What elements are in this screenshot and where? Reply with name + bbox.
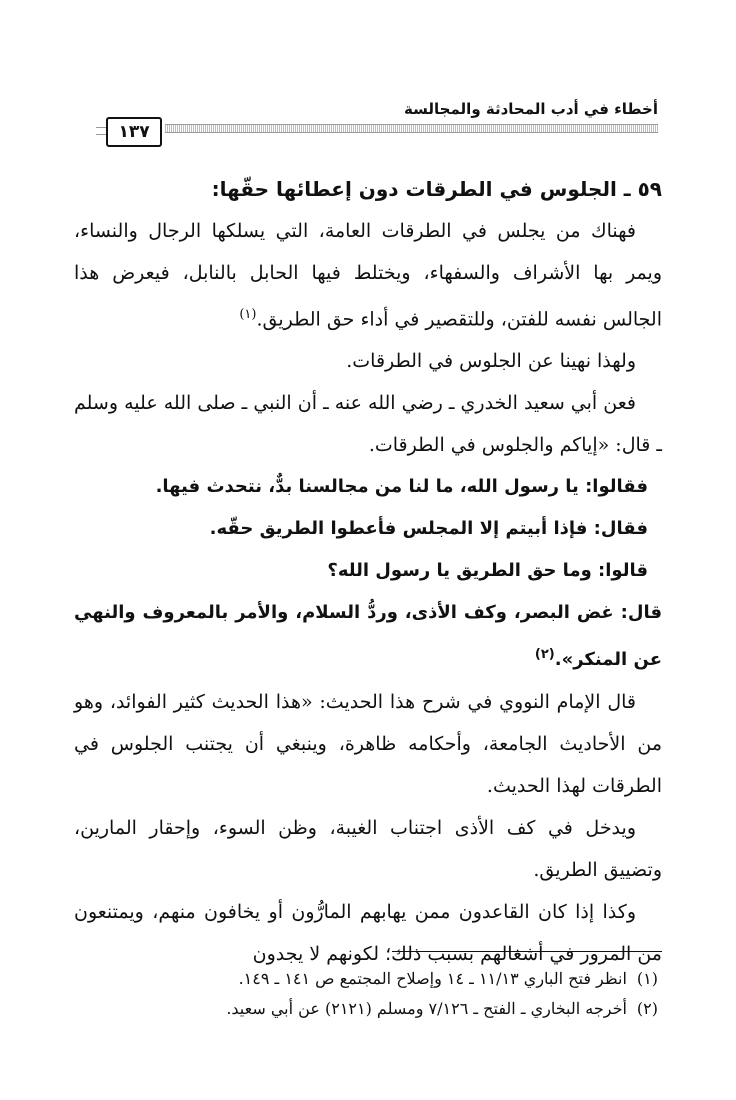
running-title: أخطاء في أدب المحادثة والمجالسة	[404, 100, 658, 118]
paragraph-3: فعن أبي سعيد الخدري ـ رضي الله عنه ـ أن النبي ـ صلى الله عليه وسلم ـ قال: «إياكم والجلوس في الطرقات.	[74, 392, 662, 457]
paragraph-1-text: فهناك من يجلس في الطرقات العامة، التي يسلكها الرجال والنساء، ويمر بها الأشراف والسفهاء، ويختلط فيها الحابل بالنابل، فيعرض هذا الجالس نفسه للفتن، وللتقصير في أداء حق الطريق.	[74, 220, 662, 331]
footnote-ref-2: (٢)	[534, 647, 555, 663]
page-number: ١٣٧	[106, 117, 162, 147]
hadith-line-3: قالوا: وما حق الطريق يا رسول الله؟	[327, 560, 648, 582]
section-title: ٥٩ ـ الجلوس في الطرقات دون إعطائها حقّها:	[211, 177, 662, 201]
hadith-line-2: فقال: فإذا أبيتم إلا المجلس فأعطوا الطريق حقّه.	[209, 518, 648, 540]
footnote-rule	[392, 951, 662, 952]
paragraph-6: وكذا إذا كان القاعدون ممن يهابهم المارُّون أو يخافون منهم، ويمتنعون من المرور في أشغالهم بسبب ذلك؛ لكونهم لا يجدون	[74, 901, 662, 966]
footnote-2-text: أخرجه البخاري ـ الفتح ـ ٧/١٢٦ ومسلم (٢١٢١) عن أبي سعيد.	[226, 999, 627, 1018]
hadith-line-1: فقالوا: يا رسول الله، ما لنا من مجالسنا بدٌّ، نتحدث فيها.	[155, 476, 648, 498]
footnote-ref-1: (١)	[239, 307, 257, 322]
footnote-1-text: انظر فتح الباري ١١/١٣ ـ ١٤ وإصلاح المجتمع ص ١٤١ ـ ١٤٩.	[238, 969, 627, 988]
paragraph-5: ويدخل في كف الأذى اجتناب الغيبة، وظن السوء، وإحقار المارين، وتضييق الطريق.	[74, 817, 662, 882]
footnotes	[74, 964, 658, 1024]
footnote-2	[74, 994, 658, 1024]
hadith-line-4-text: قال: غض البصر، وكف الأذى، وردُّ السلام، والأمر بالمعروف والنهي عن المنكر».	[74, 602, 662, 671]
hadith-line-4	[74, 592, 662, 681]
body-text	[74, 168, 662, 975]
header-rule	[165, 124, 658, 133]
paragraph-2: ولهذا نهينا عن الجلوس في الطرقات.	[346, 350, 636, 373]
footnote-1	[74, 964, 658, 994]
paragraph-4: قال الإمام النووي في شرح هذا الحديث: «هذا الحديث كثير الفوائد، وهو من الأحاديث الجامعة، وأحكامه ظاهرة، وينبغي أن يجتنب الجلوس في الطرقات لهذا الحديث.	[74, 691, 662, 798]
paragraph-1	[74, 210, 662, 340]
footnote-2-number: (٢)	[636, 999, 658, 1018]
footnote-1-number: (١)	[636, 969, 658, 988]
